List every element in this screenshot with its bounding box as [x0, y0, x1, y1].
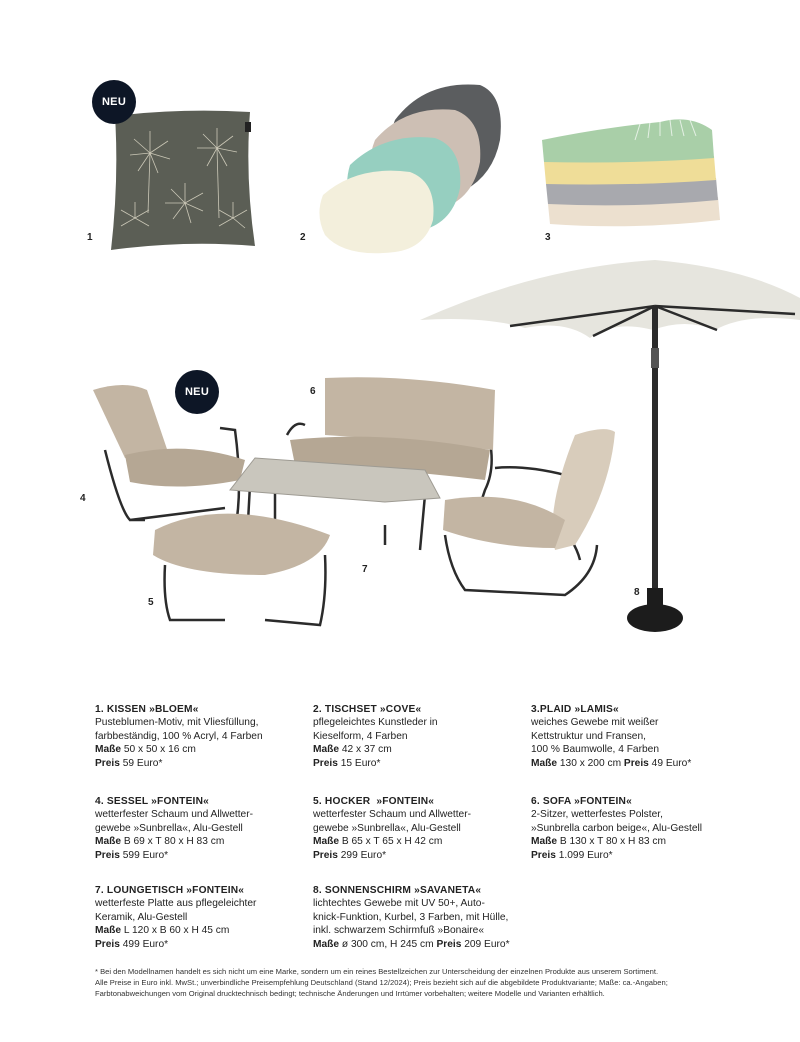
image-number-8: 8 — [634, 587, 640, 598]
product-desc: Kieselform, 4 Farben — [313, 730, 408, 742]
image-number-3: 3 — [545, 232, 551, 243]
product-dimensions: 42 x 37 cm — [341, 744, 392, 756]
product-7 — [95, 884, 300, 951]
footnote-line: Alle Preise in Euro inkl. MwSt.; unverbindliche Preisempfehlung Deutschland (Stand 12/2024); Preis bezieht sich auf die abgebildete Produktvariante; Maße: ca.-Angaben; — [95, 978, 668, 987]
product-dimensions: B 65 x T 65 x H 42 cm — [341, 836, 443, 848]
product-desc: wetterfester Schaum und Allwetter- — [95, 809, 253, 821]
image-number-2: 2 — [300, 232, 306, 243]
product-desc: knick-Funktion, Kurbel, 3 Farben, mit Hülle, — [313, 911, 509, 923]
preis-label: Preis — [531, 849, 556, 861]
product-dimensions: L 120 x B 60 x H 45 cm — [121, 925, 230, 937]
masse-label: Maße — [531, 836, 558, 848]
product-price: 499 Euro* — [122, 938, 169, 950]
product-desc: farbbeständig, 100 % Acryl, 4 Farben — [95, 730, 263, 742]
product-desc: »Sunbrella carbon beige«, Alu-Gestell — [531, 822, 703, 834]
product-title: 5. HOCKER »FONTEIN« — [313, 796, 435, 807]
new-badge: NEU — [92, 80, 136, 124]
footnote-line: * Bei den Modellnamen handelt es sich nicht um eine Marke, sondern um ein reines Bestellzeichen zur Unterscheidung der einzelnen Produkte aus unserem Sortiment. — [95, 967, 659, 976]
product-title: 3.PLAID »LAMIS« — [531, 704, 619, 715]
masse-label: Maße — [313, 836, 340, 848]
product-price: 299 Euro* — [340, 849, 387, 861]
product-price: 1.099 Euro* — [558, 849, 613, 861]
masse-label: Maße — [95, 836, 122, 848]
cushion-image — [105, 108, 260, 253]
product-desc: inkl. schwarzem Schirmfuß »Bonaire« — [313, 925, 484, 937]
product-title: 8. SONNENSCHIRM »SAVANETA« — [313, 885, 482, 896]
product-desc: Kettstruktur und Fransen, — [531, 730, 646, 742]
product-desc: 100 % Baumwolle, 4 Farben — [531, 744, 659, 756]
product-title: 4. SESSEL »FONTEIN« — [95, 796, 210, 807]
product-3 — [531, 703, 736, 770]
masse-label: Maße — [313, 938, 340, 950]
product-title: 1. KISSEN »BLOEM« — [95, 704, 199, 715]
product-price: 59 Euro* — [122, 757, 163, 769]
masse-label: Maße — [531, 757, 558, 769]
product-title: 2. TISCHSET »COVE« — [313, 704, 422, 715]
product-dimensions: 130 x 200 cm — [559, 757, 622, 769]
product-4 — [95, 795, 300, 862]
product-5 — [313, 795, 518, 862]
product-desc: Keramik, Alu-Gestell — [95, 911, 188, 923]
product-2 — [313, 703, 518, 770]
product-price: 15 Euro* — [340, 757, 381, 769]
product-desc: lichtechtes Gewebe mit UV 50+, Auto- — [313, 898, 485, 910]
product-title: 6. SOFA »FONTEIN« — [531, 796, 632, 807]
product-price: 209 Euro* — [464, 938, 510, 950]
product-price: 599 Euro* — [122, 849, 169, 861]
product-desc: weiches Gewebe mit weißer — [531, 717, 659, 729]
image-number-5: 5 — [148, 597, 154, 608]
product-desc: gewebe »Sunbrella«, Alu-Gestell — [95, 822, 243, 834]
preis-label: Preis — [95, 757, 120, 769]
product-desc: 2-Sitzer, wetterfestes Polster, — [531, 809, 663, 821]
image-number-1: 1 — [87, 232, 93, 243]
masse-label: Maße — [95, 925, 122, 937]
footnote — [95, 966, 715, 999]
product-6 — [531, 795, 736, 862]
product-dimensions: B 130 x T 80 x H 83 cm — [559, 836, 666, 848]
placemats-image — [315, 80, 505, 255]
lounge-set-image — [85, 370, 625, 640]
plaid-stack-image — [540, 112, 725, 242]
product-dimensions: B 69 x T 80 x H 83 cm — [123, 836, 225, 848]
product-desc: pflegeleichtes Kunstleder in — [313, 717, 438, 729]
product-dimensions: 50 x 50 x 16 cm — [123, 744, 196, 756]
preis-label: Preis — [436, 938, 462, 950]
masse-label: Maße — [313, 744, 340, 756]
preis-label: Preis — [313, 757, 338, 769]
footnote-line: Farbtonabweichungen vom Original drucktechnisch bedingt; technische Änderungen und Irrtümer vorbehalten; weitere Modelle und Varianten erhältlich. — [95, 989, 605, 998]
image-number-6: 6 — [310, 386, 316, 397]
preis-label: Preis — [95, 938, 120, 950]
preis-label: Preis — [623, 757, 649, 769]
product-title: 7. LOUNGETISCH »FONTEIN« — [95, 885, 245, 896]
masse-label: Maße — [95, 744, 122, 756]
image-number-7: 7 — [362, 564, 368, 575]
product-desc: wetterfester Schaum und Allwetter- — [313, 809, 471, 821]
product-1 — [95, 703, 300, 770]
product-desc: Pusteblumen-Motiv, mit Vliesfüllung, — [95, 717, 259, 729]
product-price: 49 Euro* — [651, 757, 692, 769]
product-8 — [313, 884, 528, 951]
product-desc: gewebe »Sunbrella«, Alu-Gestell — [313, 822, 461, 834]
new-badge: NEU — [175, 370, 219, 414]
product-dimensions: ø 300 cm, H 245 cm — [341, 938, 434, 950]
preis-label: Preis — [95, 849, 120, 861]
product-desc: wetterfeste Platte aus pflegeleichter — [95, 898, 257, 910]
preis-label: Preis — [313, 849, 338, 861]
image-number-4: 4 — [80, 493, 86, 504]
